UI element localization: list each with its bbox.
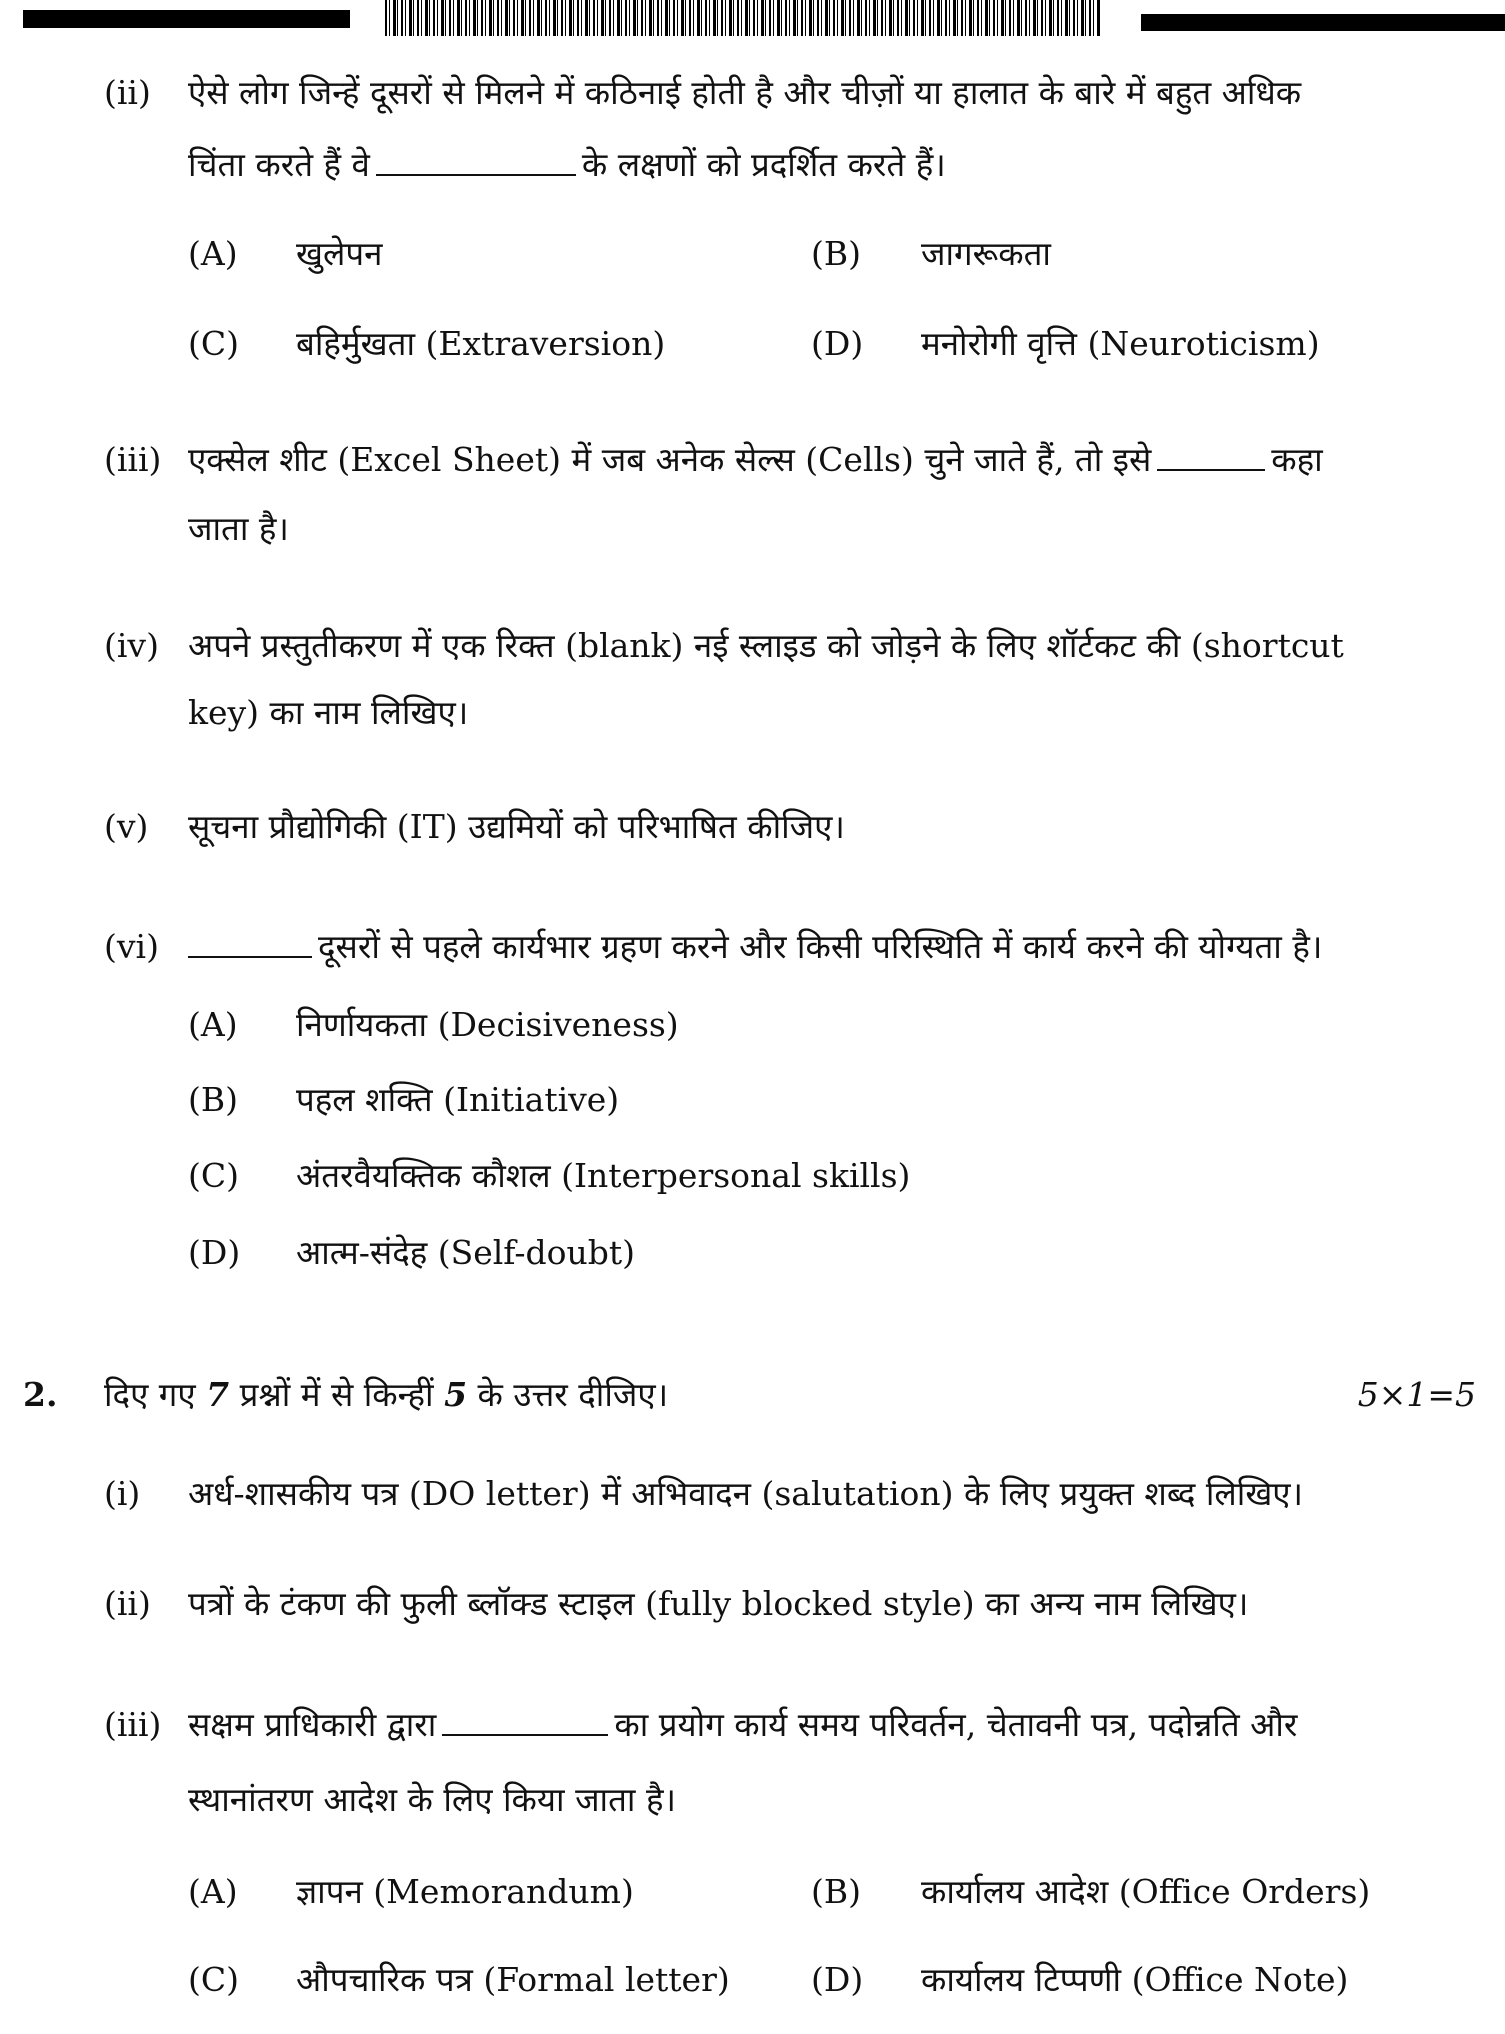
question-instruction bbox=[104, 1375, 668, 1415]
option-letter: (C) bbox=[188, 1156, 239, 1195]
option-letter: (D) bbox=[811, 1960, 864, 1999]
question-text-line2 bbox=[188, 145, 946, 185]
option-text: बहिर्मुखता (Extraversion) bbox=[296, 324, 666, 363]
question-text bbox=[188, 1705, 1297, 1745]
question-text-before-blank: चिंता करते हैं वे bbox=[188, 145, 370, 184]
option-letter: (D) bbox=[811, 324, 864, 363]
question-text bbox=[188, 440, 1323, 480]
question-text: पत्रों के टंकण की फुली ब्लॉक्ड स्टाइल (fully blocked style) का अन्य नाम लिखिए। bbox=[188, 1584, 1249, 1623]
option-text: मनोरोगी वृत्ति (Neuroticism) bbox=[921, 324, 1320, 363]
question-text: अर्ध-शासकीय पत्र (DO letter) में अभिवादन (salutation) के लिए प्रयुक्त शब्द लिखिए। bbox=[188, 1474, 1304, 1513]
option-text: कार्यालय आदेश (Office Orders) bbox=[921, 1872, 1371, 1911]
answer-blank bbox=[376, 146, 576, 176]
question-text-after-blank: दूसरों से पहले कार्यभार ग्रहण करने और किसी परिस्थिति में कार्य करने की योग्यता है। bbox=[318, 927, 1323, 966]
option-letter: (A) bbox=[188, 1005, 238, 1044]
question-text: सूचना प्रौद्योगिकी (IT) उद्यमियों को परिभाषित कीजिए। bbox=[188, 807, 845, 846]
header-bar-left bbox=[23, 10, 350, 28]
question-text-line2: स्थानांतरण आदेश के लिए किया जाता है। bbox=[188, 1780, 676, 1819]
question-text: ऐसे लोग जिन्हें दूसरों से मिलने में कठिनाई होती है और चीज़ों या हालात के बारे में बहुत अधिक bbox=[188, 73, 1302, 112]
answer-blank bbox=[188, 928, 312, 958]
option-letter: (A) bbox=[188, 234, 238, 273]
question-label: (ii) bbox=[104, 1584, 151, 1623]
question-label: (ii) bbox=[104, 73, 151, 112]
option-letter: (B) bbox=[188, 1080, 238, 1119]
option-text: जागरूकता bbox=[921, 234, 1051, 273]
question-number: 2. bbox=[23, 1375, 58, 1414]
answer-blank bbox=[1157, 441, 1265, 471]
option-text: आत्म-संदेह (Self-doubt) bbox=[296, 1233, 635, 1272]
question-label: (iv) bbox=[104, 626, 159, 665]
option-text: पहल शक्ति (Initiative) bbox=[296, 1080, 620, 1119]
question-label: (i) bbox=[104, 1474, 141, 1513]
option-letter: (A) bbox=[188, 1872, 238, 1911]
answer-blank bbox=[442, 1706, 608, 1736]
question-text-before-blank: एक्सेल शीट (Excel Sheet) में जब अनेक सेल्स (Cells) चुने जाते हैं, तो इसे bbox=[188, 440, 1152, 479]
option-text: खुलेपन bbox=[296, 234, 383, 273]
header-bar-right bbox=[1141, 14, 1505, 31]
question-label: (v) bbox=[104, 807, 149, 846]
question-text-after-blank: का प्रयोग कार्य समय परिवर्तन, चेतावनी पत्र, पदोन्नति और bbox=[614, 1705, 1298, 1744]
option-letter: (C) bbox=[188, 1960, 239, 1999]
question-text-line2: key) का नाम लिखिए। bbox=[188, 693, 469, 732]
option-text: कार्यालय टिप्पणी (Office Note) bbox=[921, 1960, 1349, 1999]
instruction-text: के उत्तर दीजिए। bbox=[467, 1375, 669, 1414]
option-text: अंतरवैयक्तिक कौशल (Interpersonal skills) bbox=[296, 1156, 911, 1195]
question-text-before-blank: सक्षम प्राधिकारी द्वारा bbox=[188, 1705, 437, 1744]
instruction-count-total: 7 bbox=[206, 1375, 230, 1414]
question-text bbox=[188, 927, 1322, 967]
option-text: औपचारिक पत्र (Formal letter) bbox=[296, 1960, 730, 1999]
barcode-icon bbox=[385, 0, 1100, 36]
instruction-count-required: 5 bbox=[444, 1375, 468, 1414]
question-text-after-blank: के लक्षणों को प्रदर्शित करते हैं। bbox=[581, 145, 946, 184]
option-letter: (B) bbox=[811, 1872, 861, 1911]
option-letter: (B) bbox=[811, 234, 861, 273]
option-letter: (D) bbox=[188, 1233, 241, 1272]
marks-allocation: 5×1=5 bbox=[1357, 1375, 1476, 1414]
question-text-after-blank: कहा bbox=[1271, 440, 1323, 479]
option-letter: (C) bbox=[188, 324, 239, 363]
question-label: (vi) bbox=[104, 927, 159, 966]
question-text: अपने प्रस्तुतीकरण में एक रिक्त (blank) नई स्लाइड को जोड़ने के लिए शॉर्टकट की (shortcut bbox=[188, 626, 1344, 665]
option-text: निर्णायकता (Decisiveness) bbox=[296, 1005, 679, 1044]
instruction-text: दिए गए bbox=[104, 1375, 207, 1414]
question-label: (iii) bbox=[104, 440, 162, 479]
question-label: (iii) bbox=[104, 1705, 162, 1744]
instruction-text: प्रश्नों में से किन्हीं bbox=[229, 1375, 445, 1414]
option-text: ज्ञापन (Memorandum) bbox=[296, 1872, 634, 1911]
question-text-line2: जाता है। bbox=[188, 509, 289, 548]
